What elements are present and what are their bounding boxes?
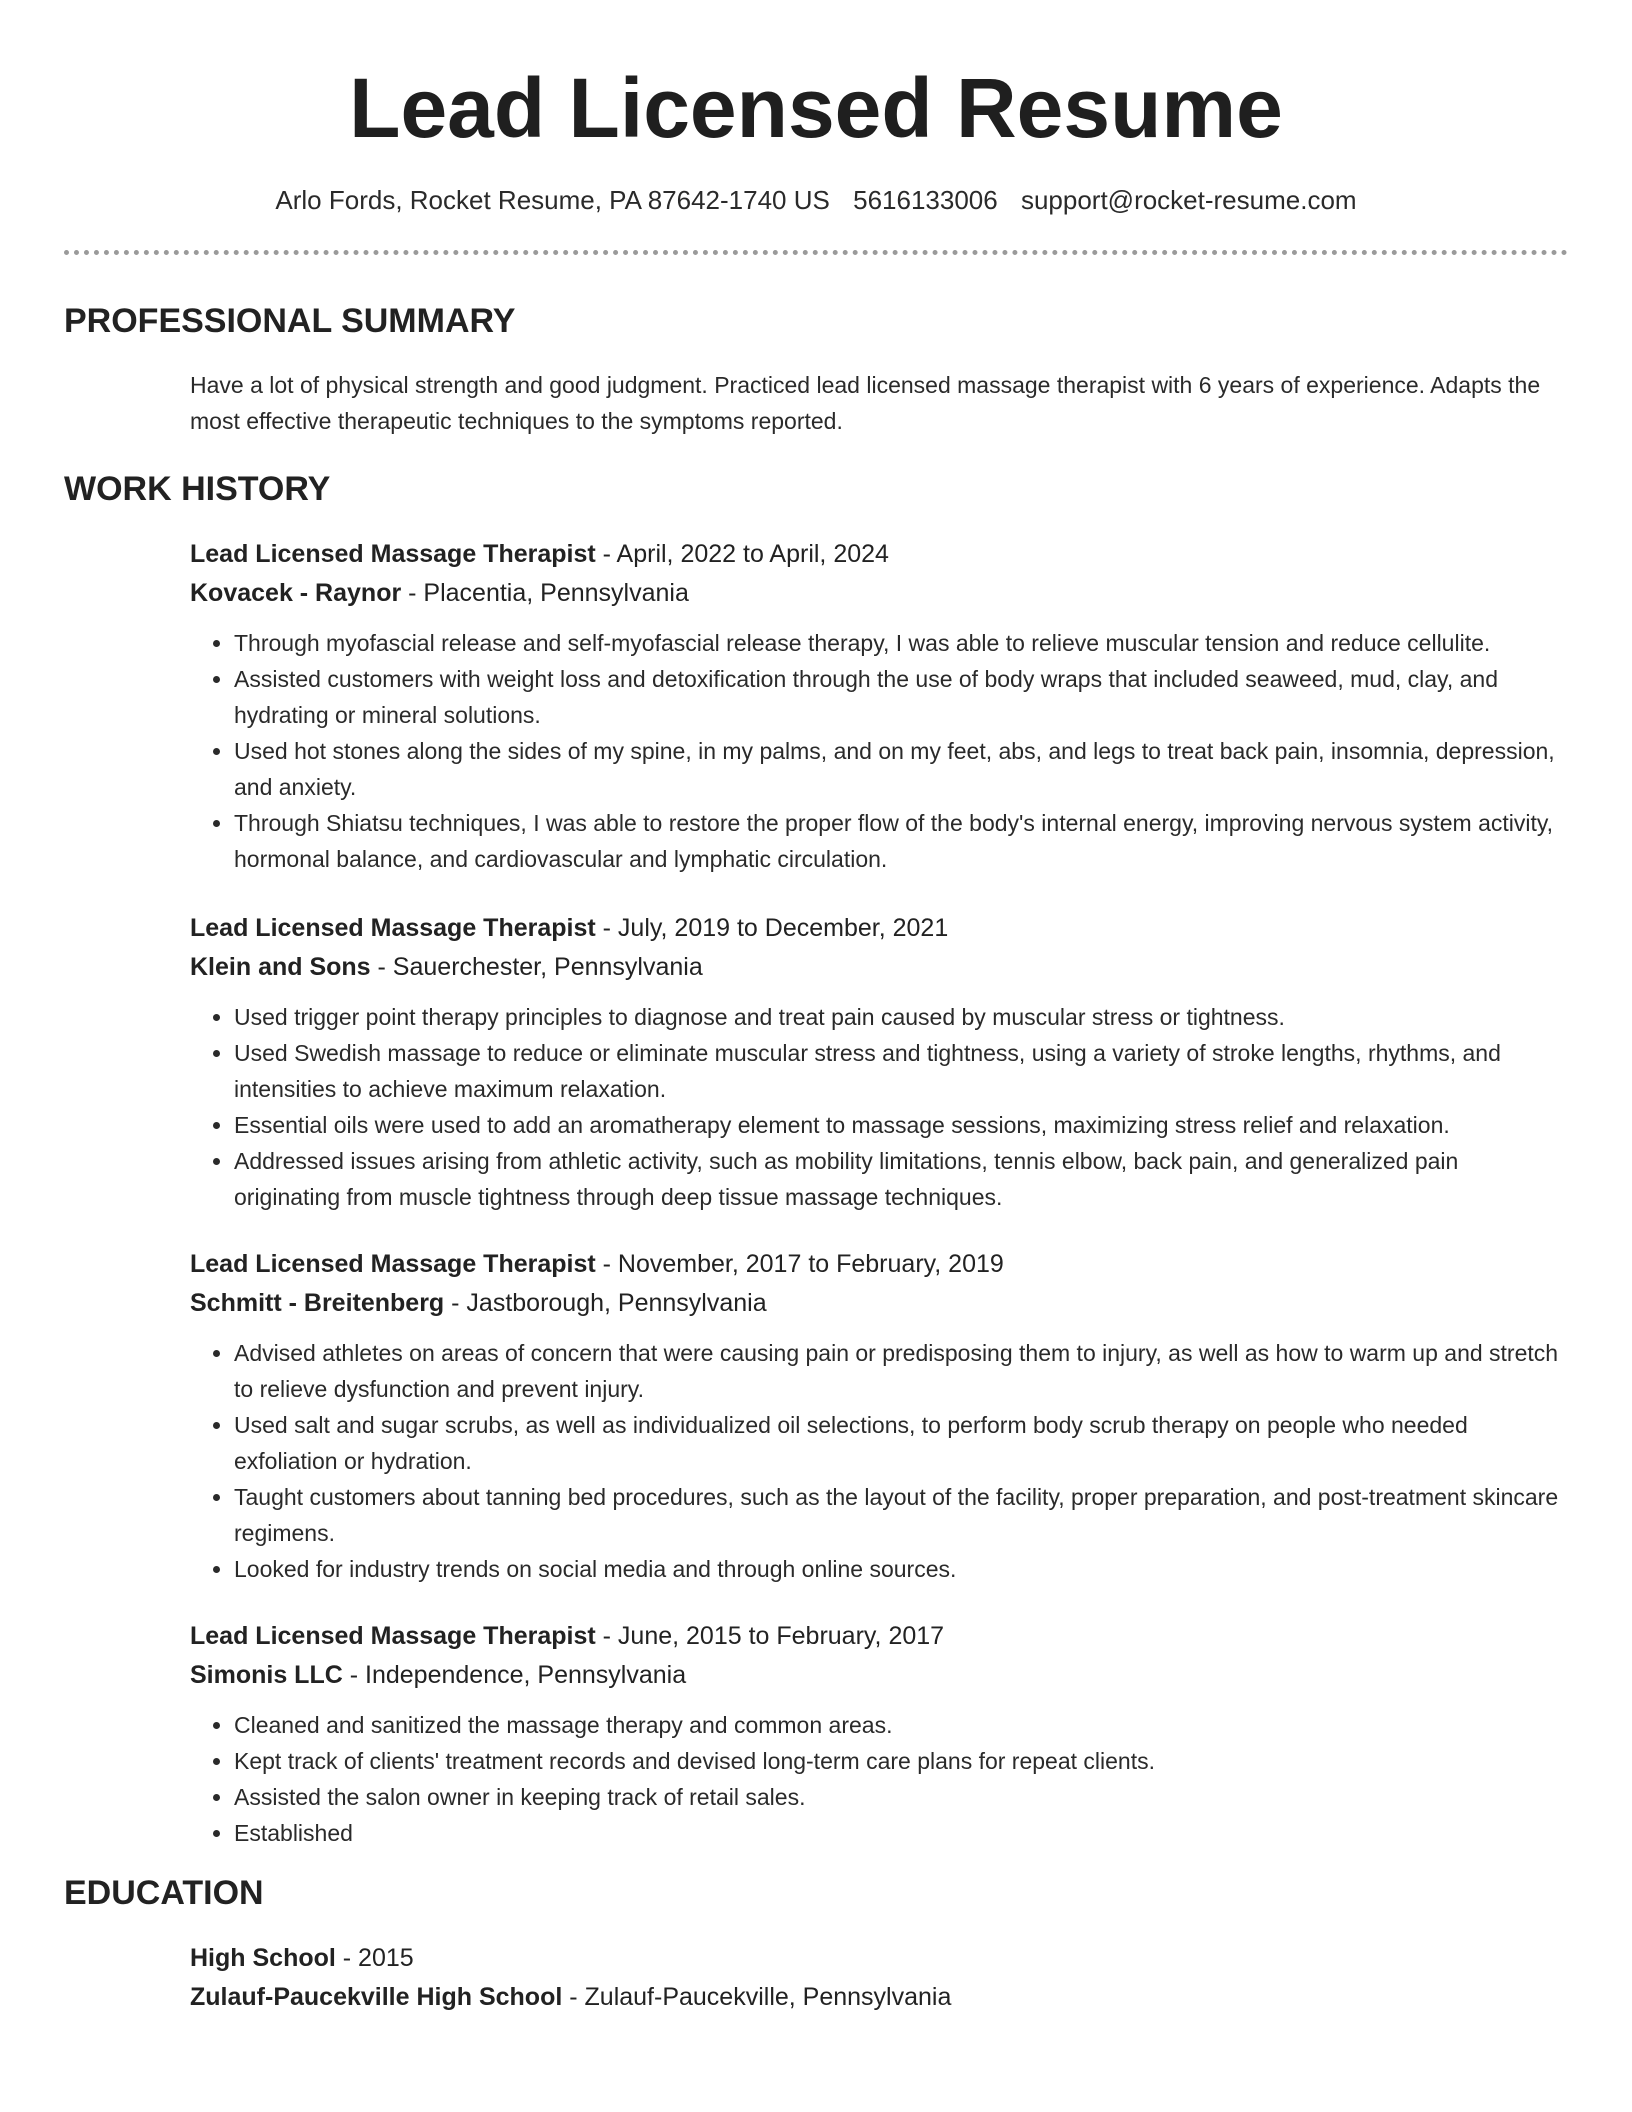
- job-bullet: • Assisted the salon owner in keeping track of retail sales.: [234, 1779, 1568, 1815]
- job-location: - Jastborough, Pennsylvania: [444, 1289, 767, 1317]
- job-company-line: [190, 574, 1568, 613]
- contact-phone: 5616133006: [853, 185, 998, 215]
- job-bullet: • Advised athletes on areas of concern that were causing pain or predisposing them to injury, as well as how to warm up and stretch to relieve dysfunction and prevent injury.: [234, 1335, 1568, 1407]
- job-bullet: • Essential oils were used to add an aromatherapy element to massage sessions, maximizing stress relief and relaxation.: [234, 1107, 1568, 1143]
- job-bullets: [190, 1335, 1568, 1587]
- job-bullet: • Through Shiatsu techniques, I was able to restore the proper flow of the body's internal energy, improving nervous system activity, hormonal balance, and cardiovascular and lymphatic circulation.: [234, 805, 1568, 877]
- section-title-education: EDUCATION: [64, 1874, 264, 1912]
- job-company: Schmitt - Breitenberg: [190, 1289, 445, 1317]
- job-company-line: [190, 1284, 1568, 1323]
- contact-email: support@rocket-resume.com: [1020, 185, 1357, 215]
- job-dates: - June, 2015 to February, 2017: [595, 1622, 945, 1650]
- job-bullet: • Used salt and sugar scrubs, as well as individualized oil selections, to perform body scrub therapy on people who needed exfoliation or hydration.: [234, 1407, 1568, 1479]
- job-title-line: [190, 1245, 1568, 1284]
- job-bullet: • Assisted customers with weight loss and detoxification through the use of body wraps that included seaweed, mud, clay, and hydrating or mineral solutions.: [234, 661, 1568, 733]
- job-entry: [190, 535, 1568, 877]
- education-location: - Zulauf-Paucekville, Pennsylvania: [562, 1983, 952, 2011]
- job-title-line: [190, 1617, 1568, 1656]
- job-bullet: • Taught customers about tanning bed procedures, such as the layout of the facility, proper preparation, and post-treatment skincare regimens.: [234, 1479, 1568, 1551]
- job-bullet: • Looked for industry trends on social media and through online sources.: [234, 1551, 1568, 1587]
- job-bullets: [190, 625, 1568, 877]
- job-company: Simonis LLC: [190, 1661, 343, 1689]
- job-bullets: [190, 1707, 1568, 1851]
- job-bullet: • Used hot stones along the sides of my spine, in my palms, and on my feet, abs, and legs to treat back pain, insomnia, depression, and anxiety.: [234, 733, 1568, 805]
- education-degree-line: [190, 1939, 1568, 1978]
- job-title-line: [190, 535, 1568, 574]
- job-bullet: • Addressed issues arising from athletic activity, such as mobility limitations, tennis elbow, back pain, and generalized pain originating from muscle tightness through deep tissue massage techniques.: [234, 1143, 1568, 1215]
- job-dates: - November, 2017 to February, 2019: [595, 1250, 1004, 1278]
- contact-address: Arlo Fords, Rocket Resume, PA 87642-1740 US: [275, 185, 830, 215]
- job-role: Lead Licensed Massage Therapist: [190, 914, 596, 942]
- job-location: - Sauerchester, Pennsylvania: [370, 953, 703, 981]
- job-title-line: [190, 909, 1568, 948]
- job-bullets: [190, 999, 1568, 1215]
- job-company: Klein and Sons: [190, 953, 371, 981]
- job-entry: [190, 1245, 1568, 1587]
- job-dates: - April, 2022 to April, 2024: [595, 540, 889, 568]
- job-location: - Independence, Pennsylvania: [342, 1661, 687, 1689]
- job-role: Lead Licensed Massage Therapist: [190, 540, 596, 568]
- resume-name: Lead Licensed Resume: [349, 61, 1283, 155]
- job-entry: [190, 909, 1568, 1215]
- education-school: Zulauf-Paucekville High School: [190, 1983, 563, 2011]
- job-bullet: • Used Swedish massage to reduce or eliminate muscular stress and tightness, using a variety of stroke lengths, rhythms, and intensities to achieve maximum relaxation.: [234, 1035, 1568, 1107]
- job-entry: [190, 1617, 1568, 1851]
- job-company-line: [190, 948, 1568, 987]
- summary-text: Have a lot of physical strength and good judgment. Practiced lead licensed massage therapist with 6 years of experience. Adapts the most effective therapeutic techniques to the symptoms reported.: [190, 372, 1541, 434]
- education-school-line: [190, 1978, 1568, 2017]
- section-title-summary: PROFESSIONAL SUMMARY: [64, 302, 516, 340]
- contact-line: [64, 182, 1568, 218]
- job-bullet: • Cleaned and sanitized the massage therapy and common areas.: [234, 1707, 1568, 1743]
- job-role: Lead Licensed Massage Therapist: [190, 1622, 596, 1650]
- job-location: - Placentia, Pennsylvania: [401, 579, 689, 607]
- job-bullet: • Established: [234, 1815, 1568, 1851]
- education-entry: [190, 1939, 1568, 2017]
- job-company: Kovacek - Raynor: [190, 579, 402, 607]
- job-role: Lead Licensed Massage Therapist: [190, 1250, 596, 1278]
- section-title-work-history: WORK HISTORY: [64, 470, 331, 508]
- job-bullet: • Used trigger point therapy principles to diagnose and treat pain caused by muscular stress or tightness.: [234, 999, 1568, 1035]
- education-year: - 2015: [335, 1944, 414, 1972]
- job-company-line: [190, 1656, 1568, 1695]
- work-history-list: [190, 535, 1568, 1851]
- education-degree: High School: [190, 1944, 336, 1972]
- job-bullet: • Through myofascial release and self-myofascial release therapy, I was able to relieve muscular tension and reduce cellulite.: [234, 625, 1568, 661]
- header-divider: [64, 250, 1568, 255]
- job-bullet: • Kept track of clients' treatment records and devised long-term care plans for repeat clients.: [234, 1743, 1568, 1779]
- job-dates: - July, 2019 to December, 2021: [595, 914, 949, 942]
